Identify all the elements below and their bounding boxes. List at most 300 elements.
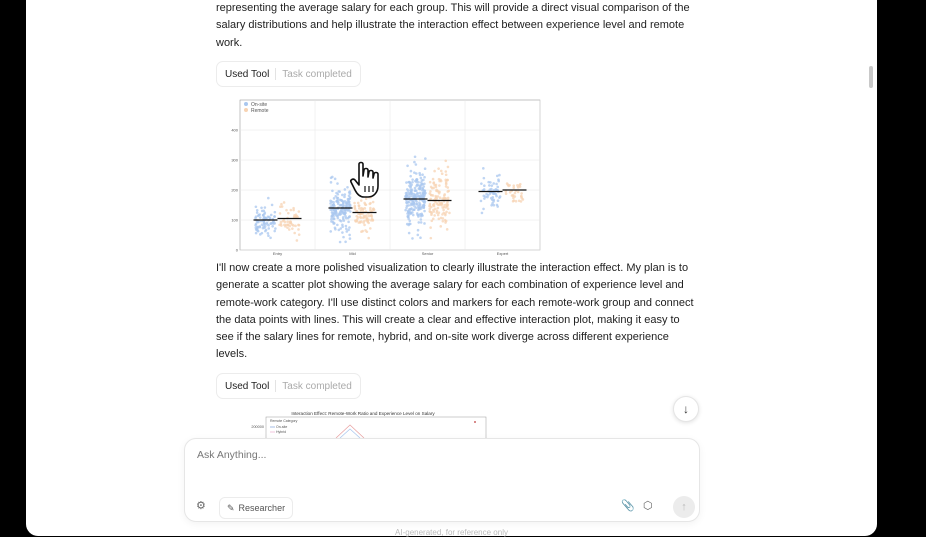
- data-point: [512, 187, 515, 190]
- data-point: [492, 192, 495, 195]
- data-point: [518, 199, 521, 202]
- data-point: [421, 173, 424, 176]
- data-point: [433, 170, 436, 173]
- assistant-paragraph-2: I'll now create a more polished visualization to clearly illustrate the interaction effect. My plan is to generate a scatter plot showing the average salary for each combination of experience level and remote-work category. I'll use distinct colors and markers for each remote-work group and connect the data points with lines. This will create a clear and effective interaction plot, making it easy to see if the salary lines for remote, hybrid, and on-site work diverge across different experience levels.: [216, 262, 694, 361]
- data-point: [265, 229, 268, 232]
- data-point: [334, 178, 337, 181]
- data-point: [341, 194, 344, 197]
- data-point: [440, 170, 443, 173]
- data-point: [489, 181, 492, 184]
- data-point: [433, 214, 436, 217]
- data-point: [429, 181, 432, 184]
- data-point: [420, 215, 423, 218]
- data-point: [406, 188, 409, 191]
- data-point: [490, 204, 493, 207]
- data-point: [420, 218, 423, 221]
- data-point: [341, 200, 344, 203]
- data-point: [437, 167, 440, 170]
- data-point: [262, 209, 265, 212]
- data-point: [261, 232, 264, 235]
- data-point: [353, 206, 356, 209]
- x-tick-label: Mid: [349, 251, 356, 256]
- data-point: [492, 182, 495, 185]
- x-tick-label: Entry: [272, 251, 283, 256]
- data-point: [488, 184, 491, 187]
- data-point: [446, 204, 449, 207]
- data-point: [405, 201, 408, 204]
- data-point: [420, 221, 423, 224]
- data-point: [412, 214, 415, 217]
- data-point: [430, 237, 433, 240]
- settings-sliders-icon[interactable]: ⚙: [196, 500, 206, 512]
- data-point: [415, 163, 418, 166]
- data-point: [440, 217, 443, 220]
- data-point: [512, 200, 515, 203]
- data-point: [521, 197, 524, 200]
- send-button[interactable]: [673, 496, 695, 518]
- data-point: [297, 228, 300, 231]
- data-point: [283, 224, 286, 227]
- data-point: [411, 203, 414, 206]
- data-point: [420, 177, 423, 180]
- data-point: [368, 215, 371, 218]
- data-point: [293, 216, 296, 219]
- data-point: [442, 209, 445, 212]
- data-point: [413, 202, 416, 205]
- data-point: [406, 164, 409, 167]
- data-point: [517, 191, 520, 194]
- data-point: [432, 204, 435, 207]
- y-tick-label: 200000: [251, 425, 264, 429]
- data-point: [349, 237, 352, 240]
- data-point: [411, 181, 414, 184]
- data-point: [344, 240, 347, 243]
- data-point: [280, 203, 283, 206]
- data-point: [414, 187, 417, 190]
- data-point: [422, 200, 425, 203]
- data-point: [495, 183, 498, 186]
- data-point: [269, 236, 272, 239]
- data-point: [286, 226, 289, 229]
- data-point: [446, 228, 449, 231]
- data-point: [439, 225, 442, 228]
- data-point: [332, 221, 335, 224]
- data-point: [342, 236, 345, 239]
- data-point: [340, 220, 343, 223]
- interaction-line-chart[interactable]: [240, 406, 487, 438]
- data-point: [419, 236, 422, 239]
- data-point: [506, 182, 509, 185]
- data-point: [410, 208, 413, 211]
- data-point: [294, 225, 297, 228]
- data-point: [519, 185, 522, 188]
- data-point: [349, 210, 352, 213]
- data-point: [259, 216, 262, 219]
- legend-label-remote: Remote: [251, 108, 269, 114]
- data-point: [345, 217, 348, 220]
- data-point: [260, 207, 263, 210]
- data-point: [496, 175, 499, 178]
- data-point: [410, 195, 413, 198]
- data-point: [447, 166, 450, 169]
- data-point: [281, 205, 284, 208]
- data-point: [423, 222, 426, 225]
- data-point: [256, 229, 259, 232]
- data-point: [256, 211, 259, 214]
- data-point: [422, 204, 425, 207]
- legend-marker-onsite: [244, 102, 248, 106]
- data-point: [271, 204, 274, 207]
- data-point: [291, 227, 294, 230]
- data-point: [256, 209, 259, 212]
- data-point: [424, 167, 427, 170]
- legend-label-onsite: On-site: [276, 425, 288, 429]
- data-point: [369, 202, 372, 205]
- data-point: [295, 213, 298, 216]
- data-point: [520, 192, 523, 195]
- data-point: [358, 204, 361, 207]
- data-point: [293, 232, 296, 235]
- data-point: [292, 209, 295, 212]
- data-point: [483, 188, 486, 191]
- data-point: [271, 222, 274, 225]
- data-point: [483, 177, 486, 180]
- data-point: [444, 159, 447, 162]
- data-point: [409, 182, 412, 185]
- data-point: [298, 210, 301, 213]
- y-tick-label: 400: [231, 127, 238, 133]
- researcher-label: Researcher: [238, 503, 286, 513]
- data-point: [337, 190, 340, 193]
- data-point: [405, 206, 408, 209]
- data-point: [336, 182, 339, 185]
- data-point: [445, 173, 448, 176]
- data-point: [441, 206, 444, 209]
- data-point: [329, 230, 332, 233]
- y-tick-label: 300: [231, 157, 238, 163]
- data-point: [432, 210, 435, 213]
- composer-input[interactable]: Ask Anything...: [197, 449, 267, 461]
- data-point: [360, 230, 363, 233]
- data-point: [331, 208, 334, 211]
- data-point: [363, 220, 366, 223]
- data-point: [372, 208, 375, 211]
- data-point: [364, 229, 367, 232]
- tool-status-label: Task completed: [282, 68, 352, 80]
- legend-label-hybrid: Hybrid: [276, 430, 287, 434]
- data-point: [266, 222, 269, 225]
- data-point: [408, 232, 411, 235]
- data-point: [270, 214, 273, 217]
- data-point: [267, 227, 270, 230]
- legend-title: Remote Category: [270, 419, 298, 423]
- chart-title: Interaction Effect: Remote-Work Ratio and Experience Level on Salary: [291, 411, 435, 416]
- data-point: [511, 194, 514, 197]
- data-point: [342, 216, 345, 219]
- data-point: [415, 203, 418, 206]
- data-point: [496, 186, 499, 189]
- data-point: [264, 206, 267, 209]
- data-point: [515, 200, 518, 203]
- tool-used-label: Used Tool: [225, 68, 270, 80]
- data-point: [255, 227, 258, 230]
- data-point: [367, 237, 370, 240]
- data-point: [405, 181, 408, 184]
- data-point: [407, 204, 410, 207]
- data-point: [267, 232, 270, 235]
- divider: [275, 380, 276, 392]
- data-point: [447, 186, 450, 189]
- data-point: [497, 180, 500, 183]
- data-point: [285, 209, 288, 212]
- data-point: [345, 227, 348, 230]
- scrollbar-thumb[interactable]: [869, 66, 873, 88]
- cube-icon[interactable]: ⬡: [643, 500, 653, 512]
- data-point: [255, 205, 258, 208]
- data-point: [290, 209, 293, 212]
- data-point: [330, 181, 333, 184]
- data-point: [337, 214, 340, 217]
- data-point: [489, 188, 492, 191]
- data-point: [437, 195, 440, 198]
- data-point: [372, 201, 375, 204]
- data-point: [273, 230, 276, 233]
- data-point: [418, 172, 421, 175]
- data-point: [445, 183, 448, 186]
- data-point: [483, 184, 486, 187]
- salary-scatter-chart[interactable]: [226, 97, 542, 256]
- x-tick-label: Expert: [496, 251, 509, 256]
- data-point: [409, 175, 412, 178]
- data-point: [267, 197, 270, 200]
- data-point: [520, 195, 523, 198]
- data-point: [329, 202, 332, 205]
- data-point: [417, 214, 420, 217]
- data-point: [487, 194, 490, 197]
- data-point: [334, 228, 337, 231]
- data-point: [341, 224, 344, 227]
- data-point: [345, 202, 348, 205]
- data-point: [361, 207, 364, 210]
- data-point: [448, 212, 451, 215]
- data-point: [279, 212, 282, 215]
- data-point: [519, 183, 522, 186]
- data-point: [262, 227, 265, 230]
- data-point: [348, 215, 351, 218]
- data-point: [507, 185, 510, 188]
- data-point: [287, 223, 290, 226]
- chat-window: [26, 0, 877, 536]
- data-point: [435, 186, 438, 189]
- legend-label-onsite: On-site: [251, 102, 268, 108]
- researcher-button[interactable]: [219, 497, 293, 519]
- data-point: [414, 190, 417, 193]
- data-point: [369, 227, 372, 230]
- data-point: [406, 212, 409, 215]
- data-point: [498, 196, 501, 199]
- data-point: [429, 226, 432, 229]
- data-point: [273, 215, 276, 218]
- data-point: [269, 217, 272, 220]
- data-point: [411, 237, 414, 240]
- data-point: [496, 204, 499, 207]
- data-point: [338, 229, 341, 232]
- data-point: [336, 197, 339, 200]
- data-point: [415, 172, 418, 175]
- data-point: [422, 179, 425, 182]
- tool-call-pill-2[interactable]: [216, 373, 361, 399]
- legend-marker-remote: [244, 108, 248, 112]
- data-point: [404, 209, 407, 212]
- data-point: [516, 184, 519, 187]
- data-point: [255, 232, 258, 235]
- data-point: [282, 220, 285, 223]
- data-point: [409, 223, 412, 226]
- data-point: [331, 214, 334, 217]
- data-point: [430, 212, 433, 215]
- data-point: [480, 182, 483, 185]
- data-point: [439, 196, 442, 199]
- data-point: [271, 225, 274, 228]
- data-point: [447, 197, 450, 200]
- data-point: [357, 202, 360, 205]
- data-point: [296, 239, 299, 242]
- data-point: [407, 217, 410, 220]
- data-point: [438, 184, 441, 187]
- tool-call-pill-1[interactable]: [216, 61, 361, 87]
- data-point: [481, 212, 484, 215]
- data-point: [257, 215, 260, 218]
- data-point: [444, 170, 447, 173]
- data-point: [492, 200, 495, 203]
- data-point: [330, 176, 333, 179]
- data-point: [491, 184, 494, 187]
- data-point: [336, 224, 339, 227]
- data-point: [339, 241, 342, 244]
- disclaimer-text: AI-generated, for reference only: [395, 528, 508, 537]
- data-point: [339, 211, 342, 214]
- data-point: [444, 212, 447, 215]
- data-point: [442, 220, 445, 223]
- data-point: [363, 202, 366, 205]
- data-point: [347, 204, 350, 207]
- data-point: [410, 170, 413, 173]
- data-point: [512, 197, 515, 200]
- data-point: [286, 220, 289, 223]
- data-point: [419, 192, 422, 195]
- data-point: [443, 194, 446, 197]
- data-point: [431, 187, 434, 190]
- data-point: [433, 181, 436, 184]
- data-point: [364, 216, 367, 219]
- data-point: [344, 213, 347, 216]
- data-point: [347, 229, 350, 232]
- data-point: [417, 221, 420, 224]
- composer[interactable]: [184, 438, 700, 522]
- data-point: [329, 199, 332, 202]
- data-point: [415, 178, 418, 181]
- data-point: [348, 234, 351, 237]
- data-point: [482, 208, 485, 211]
- data-point: [280, 223, 283, 226]
- data-point: [354, 220, 357, 223]
- data-point: [254, 224, 257, 227]
- y-tick-label: 0: [235, 247, 238, 253]
- data-point: [490, 197, 493, 200]
- data-point: [289, 220, 292, 223]
- data-point: [331, 211, 334, 214]
- data-point: [413, 161, 416, 164]
- data-point: [437, 214, 440, 217]
- data-point: [428, 205, 431, 208]
- data-point: [438, 211, 441, 214]
- data-point: [424, 157, 427, 160]
- data-point: [432, 178, 435, 181]
- data-point: [429, 190, 432, 193]
- data-point: [344, 188, 347, 191]
- data-point: [482, 167, 485, 170]
- data-point: [288, 228, 291, 231]
- data-point: [348, 200, 351, 203]
- data-point: [345, 209, 348, 212]
- data-point: [353, 202, 356, 205]
- data-point: [423, 176, 426, 179]
- data-point: [335, 192, 338, 195]
- data-point: [406, 192, 409, 195]
- data-point: [287, 212, 290, 215]
- data-point: [259, 225, 262, 228]
- data-point: [343, 196, 346, 199]
- divider: [275, 68, 276, 80]
- data-point: [297, 224, 300, 227]
- data-point: [347, 221, 350, 224]
- arrow-down-icon: ↓: [683, 402, 689, 416]
- data-point: [480, 200, 483, 203]
- assistant-paragraph-1: representing the average salary for each group. This will provide a direct visual comparison of the salary distributions and help illustrate the interaction effect between experience level and remote work.: [216, 2, 690, 49]
- attach-icon[interactable]: 📎: [621, 500, 635, 512]
- data-point: [337, 201, 340, 204]
- data-point: [412, 209, 415, 212]
- data-point: [432, 218, 435, 221]
- data-point: [495, 193, 498, 196]
- data-point: [509, 191, 512, 194]
- data-point: [416, 234, 419, 237]
- data-point: [404, 195, 407, 198]
- data-point: [497, 199, 500, 202]
- data-point: [416, 183, 419, 186]
- data-point: [445, 220, 448, 223]
- data-point: [474, 421, 476, 423]
- data-point: [283, 201, 286, 204]
- y-tick-label: 200: [231, 187, 238, 193]
- data-point: [417, 229, 420, 232]
- data-point: [345, 225, 348, 228]
- data-point: [369, 209, 372, 212]
- data-point: [447, 207, 450, 210]
- data-point: [440, 202, 443, 205]
- data-point: [414, 155, 417, 158]
- data-point: [331, 189, 334, 192]
- data-point: [436, 209, 439, 212]
- data-point: [417, 205, 420, 208]
- data-point: [505, 192, 508, 195]
- data-point: [446, 190, 449, 193]
- data-point: [254, 217, 257, 220]
- data-point: [298, 233, 301, 236]
- scroll-to-bottom-button[interactable]: [673, 396, 699, 422]
- data-point: [262, 214, 265, 217]
- data-point: [359, 216, 362, 219]
